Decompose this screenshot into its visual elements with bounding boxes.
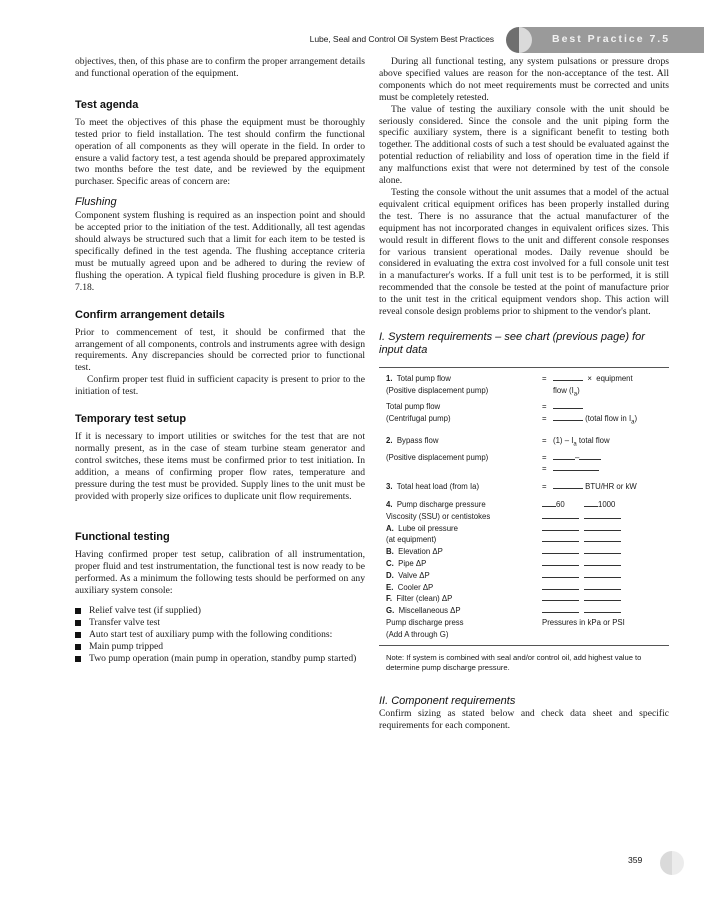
table-row: 1. Total pump flow = × equipment [386,373,633,383]
table-row: (Positive displacement pump) flow $(I_a)$ [386,385,580,398]
table-row: D. Valve ΔP [379,570,669,582]
blank-line [584,547,621,554]
component-requirements-heading: II. Component requirements [379,695,516,708]
blank-line [542,500,556,507]
system-requirements-table [379,367,669,646]
blank-line [542,571,579,578]
test-list [75,605,365,665]
table-row: C. Pipe ΔP [379,558,669,570]
functional-testing-heading: Functional testing [75,531,170,544]
blank-line [584,535,621,542]
blank-line [542,594,579,601]
blank-line [584,606,621,613]
bullet-square-icon [75,644,81,650]
blank-line [553,414,583,421]
table-row: Total pump flow = [379,401,669,413]
footer-ornament [660,851,684,875]
flushing-heading: Flushing [75,196,117,209]
blank-line [553,453,575,460]
left-column [75,56,365,665]
table-row: 2. Bypass flow = $(1) - I_a$ total flow [386,436,610,448]
list-item: Relief valve test (if supplied) [75,605,365,617]
table-row: E. Cooler ΔP [379,582,669,594]
blank-line [584,571,621,578]
list-item: Auto start test of auxiliary pump with the following conditions: [75,629,365,641]
temporary-setup-paragraph: If it is necessary to import utilities or switches for the test that are not normally present, as in the case of steam turbine steam generator and control switches, these items must be confirmed prior to test initiation. In addition, a means of confirming proper flow rates, temperature and pressure during the test must be provided. Supply lines to the unit must be provided with properly size orifices to duplicate unit flow requirements. [75,431,365,502]
blank-line [584,594,621,601]
table-row: F. Filter (clean) ΔP [379,593,669,605]
bullet-square-icon [75,656,81,662]
best-practice-label: Best Practice 7.5 [552,33,671,45]
blank-line [542,512,579,519]
table-row: 3. Total heat load (from Ia) = BTU/HR or kW [386,482,637,492]
blank-line [542,559,579,566]
table-row: = [379,463,669,475]
table-note: Note: If system is combined with seal and/or control oil, add highest value to determine pump discharge pressure. [386,652,642,672]
confirm-arrangement-paragraph: Prior to commencement of test, it should be confirmed that the arrangement of all components, controls and instruments agree with design requirements. Any discrepancies should be corrected prior to functional test. [75,326,365,374]
test-agenda-paragraph: To meet the objectives of this phase the equipment must be thoroughly tested prior to field installation. The test should confirm the functional operation of all components as they will operate in the field. In order to ensure a valid factory test, a test agenda should be prepared approximately two months before the test date, and be reviewed by the equipment purchaser. Specific areas of concern are: [75,116,365,188]
page-number: 359 [628,855,643,865]
console-unit-paragraph: Testing the console without the unit assumes that a model of the actual equivalent critical equipment orifices has been properly installed during the test. There is no assurance that the actual manufacturer of the equipment has not incorporated changes in equivalent orifices sizes. This would result in different flows to the unit and different console responses for various transient operational modes. Daily revenue should be considered in evaluating the extra cost involved for a full console unit test in a manufacturer's works. If a full unit test is to be performed, it is still recommended that the console be tested at the point of manufacture prior to the unit test in the critical equipment vendors shop. This action will reveal console design problems prior to shipment to the vendor's plant. [379,186,669,318]
blank-line [579,453,601,460]
system-requirements-heading: I. System requirements – see chart (previous page) for input data [379,330,645,356]
console-value-paragraph: The value of testing the auxiliary console with the unit should be seriously considered. Since the console and the unit piping form the specific auxiliary system, there is a significant benefit to testing both together. The additional costs of such a test should be evaluated against the potential reduction of reliability and loss of operation time in the field if any malfunctions exist that were not determined by test of the console alone. [379,103,669,187]
table-row: (Positive displacement pump) = – [379,452,669,464]
list-item: Main pump tripped [75,641,365,653]
blank-line [542,547,579,554]
confirm-fluid-paragraph: Confirm proper test fluid in sufficient capacity is present to prior to the initiation of test. [75,374,365,398]
table-row: A. Lube oil pressure [379,523,669,535]
intro-paragraph: objectives, then, of this phase are to confirm the proper arrangement details and functional operation of the equipment. [75,56,365,79]
table-row: (Centrifugal pump) = (total flow in $I_a$) [386,413,638,426]
header-ornament [506,27,532,53]
table-row: 4. Pump discharge pressure 60 1000 [386,499,616,509]
blank-line [584,583,621,590]
table-row: Pump discharge press Pressures in kPa or PSI [386,617,625,627]
blank-line [553,402,583,409]
blank-line [584,559,621,566]
table-row: (at equipment) [379,534,669,546]
right-column [379,56,669,732]
table-row: B. Elevation ΔP [379,546,669,558]
blank-line [542,535,579,542]
functional-testing-paragraph: Having confirmed proper test setup, calibration of all instrumentation, proper fluid and test instrumentation, the functional test is now ready to be performed. As a minimum the following tests should be performed on any auxiliary system console: [75,549,365,597]
blank-line [553,464,599,471]
bullet-square-icon [75,632,81,638]
temporary-setup-heading: Temporary test setup [75,413,187,426]
test-agenda-heading: Test agenda [75,98,139,111]
confirm-arrangement-heading: Confirm arrangement details [75,308,225,321]
bullet-square-icon [75,608,81,614]
list-item: Transfer valve test [75,617,365,629]
blank-line [584,524,621,531]
table-row: (Add A through G) [386,629,449,639]
blank-line [542,583,579,590]
running-title: Lube, Seal and Control Oil System Best Practices [309,34,494,44]
blank-line [542,524,579,531]
list-item: Two pump operation (main pump in operation, standby pump started) [75,653,365,665]
blank-line [553,374,583,381]
table-row: Viscosity (SSU) or centistokes [379,511,669,523]
blank-line [584,512,621,519]
blank-line [553,482,583,489]
table-row: G. Miscellaneous ΔP [379,605,669,617]
flushing-paragraph: Component system flushing is required as an inspection point and should be accepted prior to the initiation of the test. Additionally, all test agendas should always be structured such that a limit for each item to be tested is specifically defined in the test agenda. The flushing acceptance criteria must be mutually agreed upon and be adhered to during the review of flushing the operation. A typical field flushing procedure is given in B.P. 7.18. [75,210,365,293]
pulsation-paragraph: During all functional testing, any system pulsations or pressure drops above specified values are reason for the non-acceptance of the test. All components which do not meet requirements must be corrected and units must be completely retested. [379,56,669,103]
component-requirements-paragraph: Confirm sizing as stated below and check data sheet and specific requirements for each component. [379,708,669,732]
blank-line [542,606,579,613]
blank-line [584,500,598,507]
bullet-square-icon [75,620,81,626]
